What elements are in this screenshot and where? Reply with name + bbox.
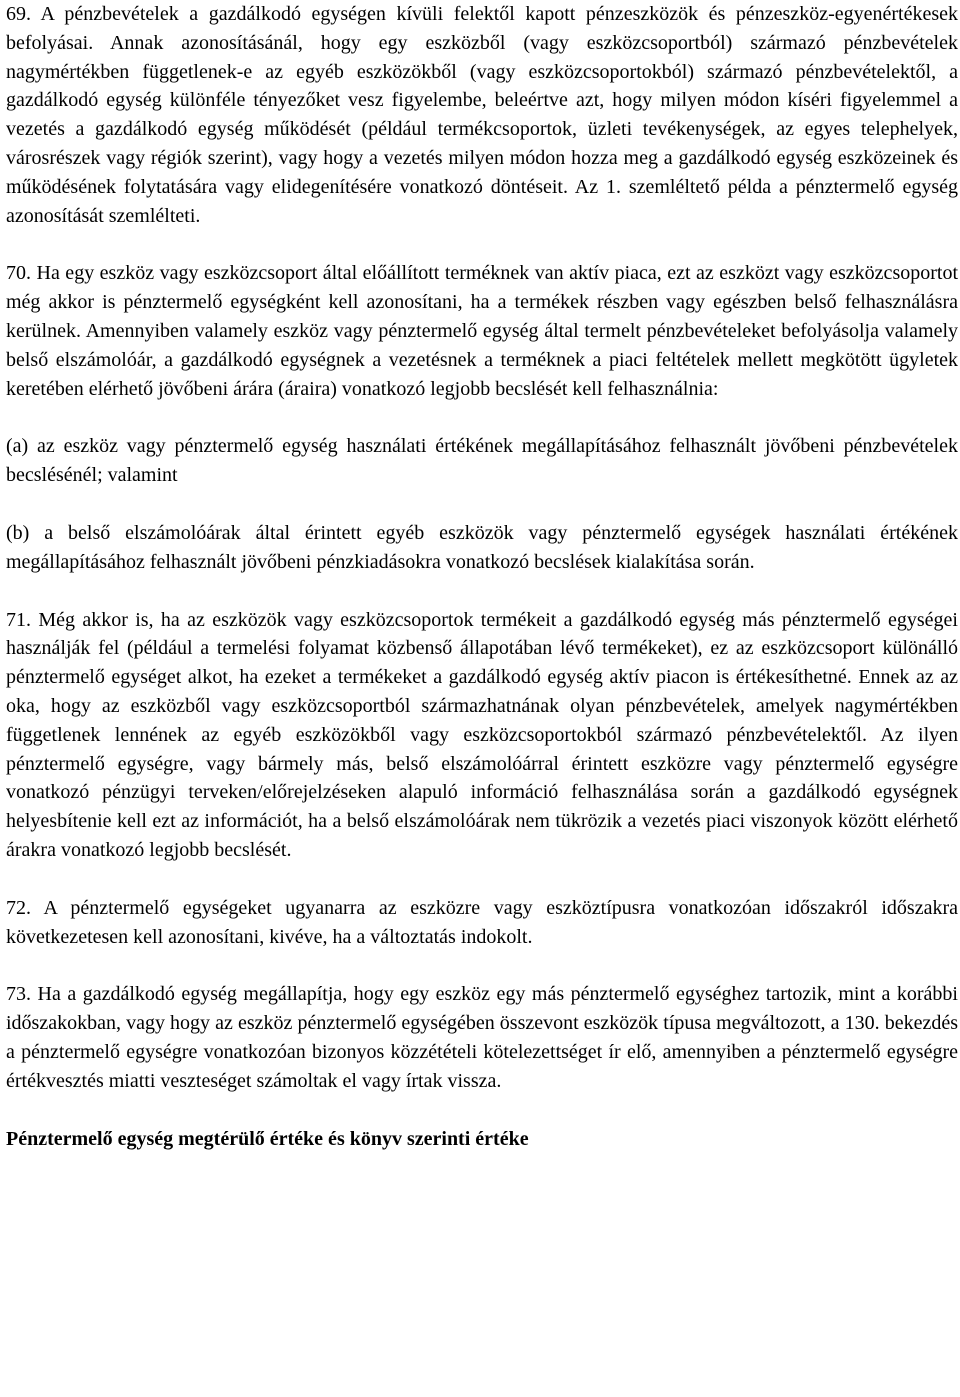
paragraph-gap [6, 490, 958, 519]
paragraph-71: 71. Még akkor is, ha az eszközök vagy eszközcsoportok termékeit a gazdálkodó egység más pénztermelő egységei használják fel (például a termelési folyamat közbenső állapotában lévő termékeket), ez az eszközcsoport különálló pénztermelő egységet alkot, ha ezeket a termékeket a gazdálkodó egység aktív piacon is értékesíthetné. Ennek az az oka, hogy az eszközből vagy eszközcsoportból származhatnának olyan pénzbevételek, amelyek nagymértékben függetlenek lennének az egyéb eszközökből vagy eszközcsoportokból származó pénzbevételektől. Az ilyen pénztermelő egységre, vagy bármely más, belső elszámolóárral érintett eszközre vagy pénztermelő egységre vonatkozó pénzügyi terveken/előrejelzéseken alapuló információ felhasználása során a gazdálkodó egységnek helyesbítenie kell ezt az információt, ha a belső elszámolóárak nem tükrözik a vezetés piaci viszonyok között elérhető árakra vonatkozó legjobb becslését. [6, 608, 958, 861]
paragraph-72: 72. A pénztermelő egységeket ugyanarra az eszközre vagy eszköztípusra vonatkozóan időszakról időszakra következetesen kell azonosítani, kivéve, ha a változtatás indokolt. [6, 896, 958, 948]
paragraph-gap [6, 865, 958, 894]
section-heading: Pénztermelő egység megtérülő értéke és könyv szerinti értéke [6, 1127, 529, 1150]
paragraph-gap [6, 951, 958, 980]
paragraph-69: 69. A pénzbevételek a gazdálkodó egységen kívüli felektől kapott pénzeszközök és pénzeszköz-egyenértékesek befolyásai. Annak azonosításánál, hogy egy eszközből (vagy eszközcsoportból) származó pénzbevételek nagymértékben függetlenek-e az egyéb eszközökből (vagy eszközcsoportokból) származó pénzbevételektől, a gazdálkodó egység különféle tényezőket vesz figyelembe, beleértve azt, hogy milyen módon kíséri figyelemmel a vezetés a gazdálkodó egység működését (például termékcsoportok, üzleti tevékenységek, az egyes telephelyek, városrészek vagy régiók szerint), vagy hogy a vezetés milyen módon hozza meg a gazdálkodó egység eszközeinek és működésének folytatására vagy elidegenítésére vonatkozó döntéseit. Az 1. szemléltető példa a pénztermelő egység azonosítását szemlélteti. [6, 3, 958, 227]
paragraph-70-a: (a) az eszköz vagy pénztermelő egység használati értékének megállapításához felhasznált jövőbeni pénzbevételek becslésénél; valamint [6, 435, 958, 487]
document-page [6, 0, 958, 1153]
paragraph-gap [6, 1096, 958, 1125]
paragraph-gap [6, 230, 958, 259]
paragraph-70: 70. Ha egy eszköz vagy eszközcsoport által előállított terméknek van aktív piaca, ezt az eszközt vagy eszközcsoportot még akkor is pénztermelő egységként kell azonosítani, ha a termékek részben vagy egészben belső felhasználásra kerülnek. Amennyiben valamely eszköz vagy pénztermelő egység által termelt pénzbevételeket befolyásolja valamely belső elszámolóár, a gazdálkodó egységnek a vezetésnek a terméknek a piaci feltételek mellett megkötött ügyletek keretében elérhető jövőbeni árára (áraira) vonatkozó legjobb becslését kell felhasználnia: [6, 262, 958, 400]
paragraph-gap [6, 577, 958, 606]
paragraph-70-b: (b) a belső elszámolóárak által érintett egyéb eszközök vagy pénztermelő egységek használati értékének megállapításához felhasznált jövőbeni pénzkiadásokra vonatkozó becslések kialakítása során. [6, 521, 958, 573]
paragraph-73: 73. Ha a gazdálkodó egység megállapítja, hogy egy eszköz egy más pénztermelő egységhez tartozik, mint a korábbi időszakokban, vagy hogy az eszköz pénztermelő egységében összevont eszközök típusa megváltozott, a 130. bekezdés a pénztermelő egységre vonatkozóan bizonyos közzétételi kötelezettséget ír elő, amennyiben a pénztermelő egységre értékvesztés miatti veszteséget számoltak el vagy írtak vissza. [6, 983, 958, 1092]
paragraph-gap [6, 403, 958, 432]
